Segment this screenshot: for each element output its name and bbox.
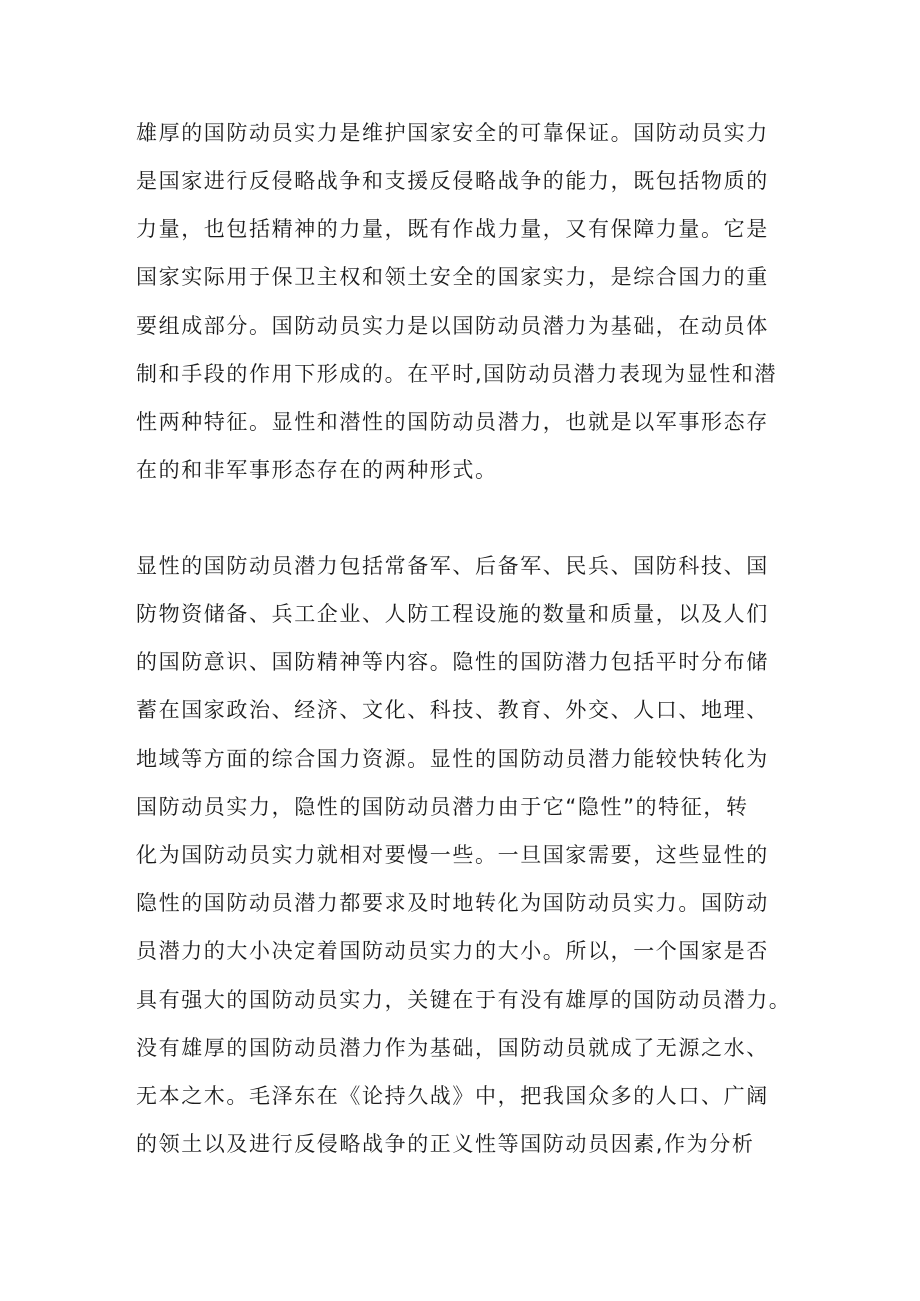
paragraph-2-line-2: 防物资储备、兵工企业、人防工程设施的数量和质量，以及人们 [136, 602, 769, 626]
paragraph-2-line-13: 的领土以及进行反侵略战争的正义性等国防动员因素,作为分析 [136, 1132, 755, 1156]
paragraph-1-line-7: 性两种特征。显性和潜性的国防动员潜力，也就是以军事形态存 [136, 410, 769, 434]
paragraph-2-line-1: 显性的国防动员潜力包括常备军、后备军、民兵、国防科技、国 [136, 554, 769, 578]
paragraph-2-line-5: 地域等方面的综合国力资源。显性的国防动员潜力能较快转化为 [136, 747, 769, 771]
paragraph-2-line-7: 化为国防动员实力就相对要慢一些。一旦国家需要，这些显性的 [136, 843, 769, 867]
paragraph-1-line-6: 制和手段的作用下形成的。在平时,国防动员潜力表现为显性和潜 [136, 362, 778, 386]
paragraph-1-line-4: 国家实际用于保卫主权和领土安全的国家实力，是综合国力的重 [136, 265, 769, 289]
paragraph-2-line-8: 隐性的国防动员潜力都要求及时地转化为国防动员实力。国防动 [136, 891, 769, 915]
paragraph-1-line-2: 是国家进行反侵略战争和支援反侵略战争的能力，既包括物质的 [136, 169, 769, 193]
paragraph-1-line-1: 雄厚的国防动员实力是维护国家安全的可靠保证。国防动员实力 [136, 121, 769, 145]
paragraph-1-line-5: 要组成部分。国防动员实力是以国防动员潜力为基础，在动员体 [136, 314, 769, 338]
paragraph-2-line-11: 没有雄厚的国防动员潜力作为基础，国防动员就成了无源之水、 [136, 1036, 769, 1060]
paragraph-1-line-8: 在的和非军事形态存在的两种形式。 [136, 458, 498, 482]
paragraph-2-line-6: 国防动员实力，隐性的国防动员潜力由于它“隐性”的特征，转 [136, 795, 749, 819]
paragraph-2-line-4: 蓄在国家政治、经济、文化、科技、教育、外交、人口、地理、 [136, 698, 769, 722]
paragraph-2-line-9: 员潜力的大小决定着国防动员实力的大小。所以，一个国家是否 [136, 939, 769, 963]
paragraph-2-line-3: 的国防意识、国防精神等内容。隐性的国防潜力包括平时分布储 [136, 650, 769, 674]
paragraph-2-line-10: 具有强大的国防动员实力，关键在于有没有雄厚的国防动员潜力。 [136, 988, 792, 1012]
paragraph-2-line-12: 无本之木。毛泽东在《论持久战》中，把我国众多的人口、广阔 [136, 1084, 769, 1108]
paragraph-1-line-3: 力量，也包括精神的力量，既有作战力量，又有保障力量。它是 [136, 217, 769, 241]
